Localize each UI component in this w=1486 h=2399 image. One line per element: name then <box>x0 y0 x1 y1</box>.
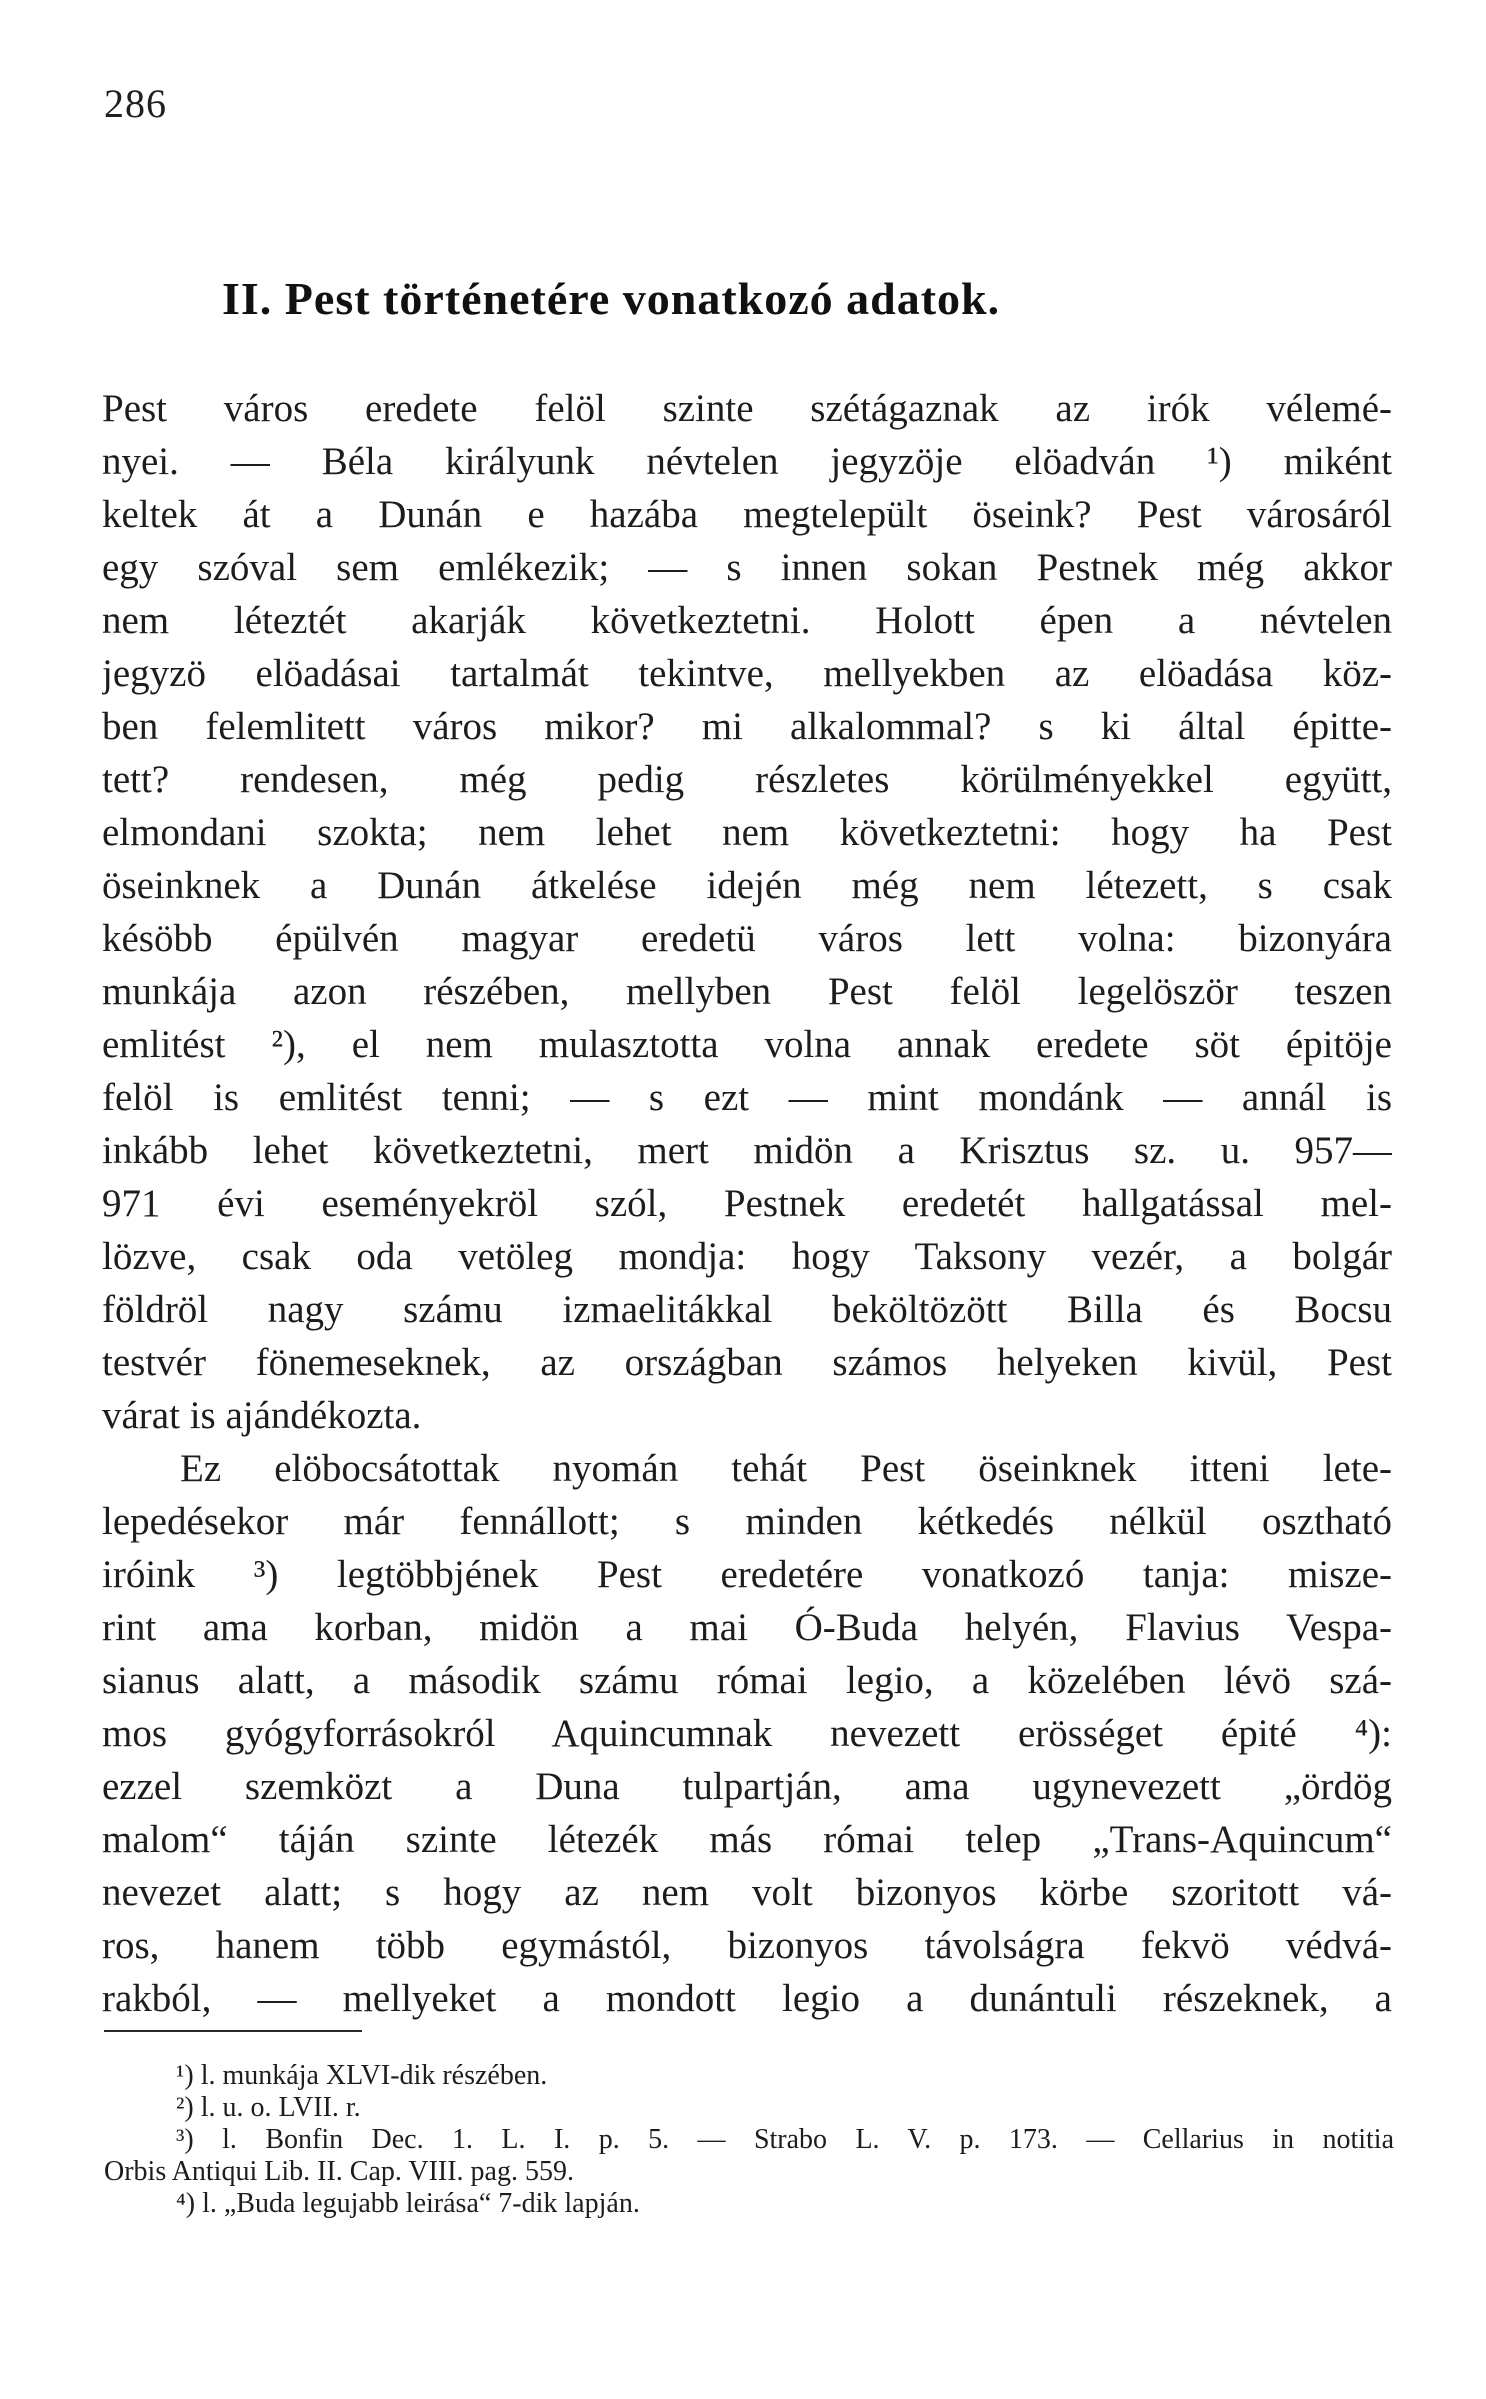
body-line: emlitést ²), el nem mulasztotta volna annak eredete söt épitöje <box>102 1023 1392 1066</box>
body-line: rint ama korban, midön a mai Ó-Buda helyén, Flavius Vespa- <box>102 1606 1392 1649</box>
footnote: ²) l. u. o. LVII. r. <box>176 2092 361 2123</box>
body-line: inkább lehet következtetni, mert midön a Krisztus sz. u. 957— <box>102 1129 1392 1172</box>
footnote: ⁴) l. „Buda legujabb leirása“ 7-dik lapján. <box>176 2188 640 2219</box>
body-line: nyei. — Béla királyunk névtelen jegyzöje elöadván ¹) miként <box>102 440 1392 483</box>
body-line: mos gyógyforrásokról Aquincumnak nevezett erösséget épité ⁴): <box>102 1712 1392 1755</box>
body-line: jegyzö elöadásai tartalmát tekintve, mellyekben az elöadása köz- <box>102 652 1392 695</box>
footnote: ¹) l. munkája XLVI-dik részében. <box>176 2060 548 2091</box>
page-number: 286 <box>104 81 167 126</box>
footnote-divider <box>104 2030 362 2032</box>
body-line: nem léteztét akarják következtetni. Holott épen a névtelen <box>102 599 1392 642</box>
body-line: munkája azon részében, mellyben Pest felöl legelöször teszen <box>102 970 1392 1013</box>
chapter-title: II. Pest történetére vonatkozó adatok. <box>222 273 1001 324</box>
body-line: öseinknek a Dunán átkelése idején még nem létezett, s csak <box>102 864 1392 907</box>
body-line: tett? rendesen, még pedig részletes körülményekkel együtt, <box>102 758 1392 801</box>
body-line: késöbb épülvén magyar eredetü város lett volna: bizonyára <box>102 917 1392 960</box>
body-line: ben felemlitett város mikor? mi alkalommal? s ki által épitte- <box>102 705 1392 748</box>
body-line: keltek át a Dunán e hazába megtelepült öseink? Pest városáról <box>102 493 1392 536</box>
body-text <box>102 382 1392 2025</box>
footnote-continuation: Orbis Antiqui Lib. II. Cap. VIII. pag. 559. <box>104 2156 574 2187</box>
footnote: ³) l. Bonfin Dec. 1. L. I. p. 5. — Strabo L. V. p. 173. — Cellarius in notitia <box>176 2124 1394 2155</box>
body-line: elmondani szokta; nem lehet nem következtetni: hogy ha Pest <box>102 811 1392 854</box>
body-line: lözve, csak oda vetöleg mondja: hogy Taksony vezér, a bolgár <box>102 1235 1392 1278</box>
body-line: sianus alatt, a második számu római legio, a közelében lévö szá- <box>102 1659 1392 1702</box>
body-line: testvér fönemeseknek, az országban számos helyeken kivül, Pest <box>102 1341 1392 1384</box>
body-line: rakból, — mellyeket a mondott legio a dunántuli részeknek, a <box>102 1977 1392 2020</box>
body-line: földröl nagy számu izmaelitákkal beköltözött Billa és Bocsu <box>102 1288 1392 1331</box>
body-line: Ez elöbocsátottak nyomán tehát Pest öseinknek itteni lete- <box>180 1447 1392 1490</box>
body-line: malom“ táján szinte létezék más római telep „Trans-Aquincum“ <box>102 1818 1392 1861</box>
footnotes <box>104 2060 1394 2220</box>
body-line: felöl is emlitést tenni; — s ezt — mint mondánk — annál is <box>102 1076 1392 1119</box>
body-line: ezzel szemközt a Duna tulpartján, ama ugynevezett „ördög <box>102 1765 1392 1808</box>
body-line: ros, hanem több egymástól, bizonyos távolságra fekvö védvá- <box>102 1924 1392 1967</box>
body-line: várat is ajándékozta. <box>102 1394 422 1437</box>
body-line: nevezet alatt; s hogy az nem volt bizonyos körbe szoritott vá- <box>102 1871 1392 1914</box>
body-line: Pest város eredete felöl szinte szétágaznak az irók vélemé- <box>102 387 1392 430</box>
body-line: egy szóval sem emlékezik; — s innen sokan Pestnek még akkor <box>102 546 1392 589</box>
body-line: 971 évi eseményekröl szól, Pestnek eredetét hallgatással mel- <box>102 1182 1392 1225</box>
body-line: lepedésekor már fennállott; s minden kétkedés nélkül osztható <box>102 1500 1392 1543</box>
body-line: iróink ³) legtöbbjének Pest eredetére vonatkozó tanja: misze- <box>102 1553 1392 1596</box>
